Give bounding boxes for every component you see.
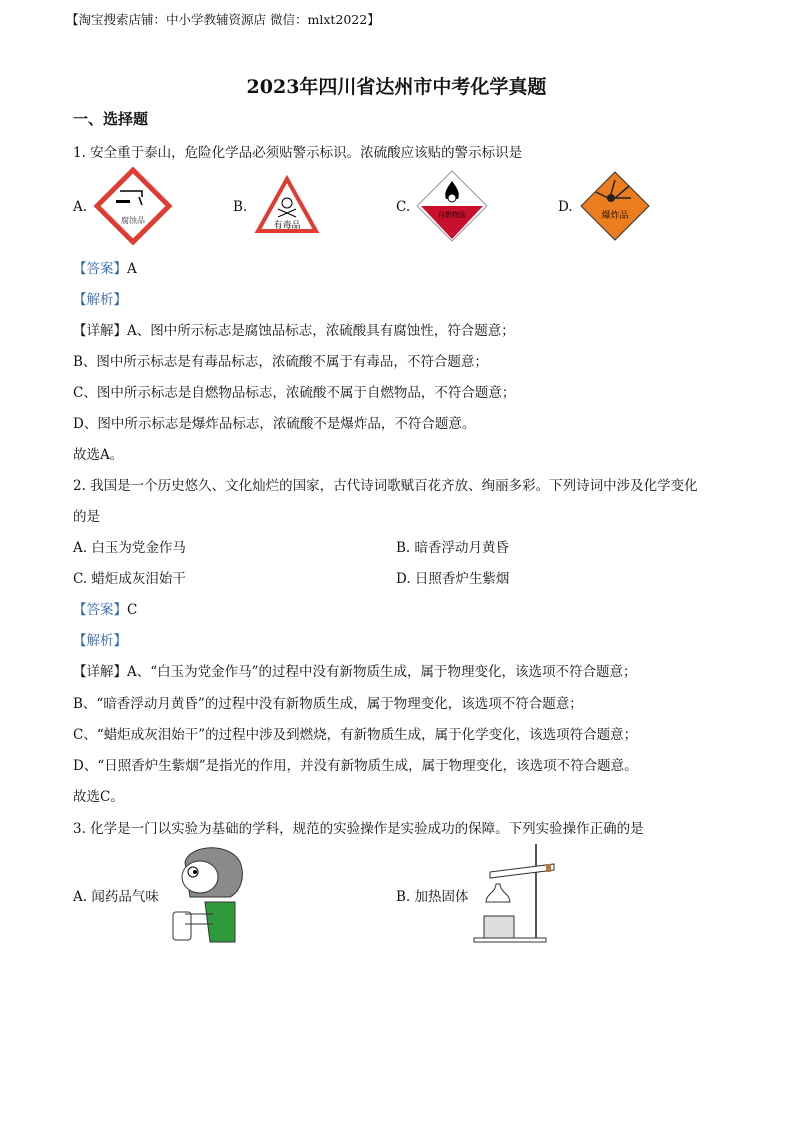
smelling-illustration: [165, 842, 245, 944]
q3-option-a: A. 闻药品气味: [73, 889, 159, 905]
spontaneous-combustion-sign: [415, 169, 489, 243]
q2-answer: C: [127, 602, 138, 618]
answer-tag: 【答案】: [73, 602, 127, 618]
q1-stem: 1. 安全重于泰山，危险化学品必须贴警示标识。浓硫酸应该贴的警示标识是: [73, 145, 523, 161]
q1-option-c: C.: [396, 199, 411, 215]
q2-detail-line: B、“暗香浮动月黄昏”的过程中没有新物质生成，属于物理变化，该选项不符合题意；: [73, 696, 583, 712]
q2-detail-line: C、“蜡炬成灰泪始干”的过程中涉及到燃烧，有新物质生成，属于化学变化，该选项符合题意；: [73, 727, 638, 743]
q1-option-d: D.: [558, 199, 573, 215]
q3-stem: 3. 化学是一门以实验为基础的学科，规范的实验操作是实验成功的保障。下列实验操作正确的是: [73, 821, 644, 837]
analysis-tag: 【解析】: [73, 633, 127, 649]
q2-stem: 2. 我国是一个历史悠久、文化灿烂的国家，古代诗词歌赋百花齐放、绚丽多彩。下列诗词中涉及化学变化: [73, 478, 698, 494]
q2-option-c: C. 蜡炬成灰泪始干: [73, 571, 186, 587]
svg-text:有毒品: 有毒品: [273, 221, 301, 231]
page-title: 2023年四川省达州市中考化学真题: [246, 76, 547, 98]
q1-detail-line: C、图中所示标志是自燃物品标志，浓硫酸不属于自燃物品，不符合题意；: [73, 385, 516, 401]
analysis-tag: 【解析】: [73, 292, 127, 308]
q1-option-b: B.: [233, 199, 248, 215]
q1-detail-line: B、图中所示标志是有毒品标志，浓硫酸不属于有毒品，不符合题意；: [73, 354, 488, 370]
q1-detail-line: D、图中所示标志是爆炸品标志，浓硫酸不是爆炸品，不符合题意。: [73, 416, 476, 432]
corrosive-sign: [94, 167, 172, 245]
q2-option-b: B. 暗香浮动月黄昏: [396, 540, 510, 556]
q2-option-d: D. 日照香炉生紫烟: [396, 571, 510, 587]
header-banner: 【淘宝搜索店铺：中小学教辅资源店 微信：mlxt2022】: [66, 12, 380, 27]
q1-detail-line: A、图中所示标志是腐蚀品标志，浓硫酸具有腐蚀性，符合题意；: [127, 323, 515, 339]
sign-text: 腐蚀品: [121, 216, 145, 225]
q1-answer: A: [127, 261, 137, 277]
detail-tag: 【详解】: [73, 664, 127, 680]
toxic-sign: [254, 175, 320, 235]
detail-tag: 【详解】: [73, 323, 127, 339]
explosive-sign: [578, 170, 652, 242]
q1-conclusion: 故选A。: [73, 447, 124, 463]
q1-option-a: A.: [73, 199, 88, 215]
q2-detail-line: D、“日照香炉生紫烟”是指光的作用，并没有新物质生成，属于物理变化，该选项不符合题意。: [73, 758, 638, 774]
heating-apparatus-illustration: [472, 842, 556, 944]
q2-option-a: A. 白玉为党金作马: [73, 540, 186, 556]
q2-stem-cont: 的是: [73, 509, 100, 525]
svg-text:自燃物品: 自燃物品: [438, 211, 466, 219]
q3-option-b: B. 加热固体: [396, 889, 469, 905]
q2-conclusion: 故选C。: [73, 789, 124, 805]
section-heading: 一、选择题: [73, 110, 149, 128]
answer-tag: 【答案】: [73, 261, 127, 277]
svg-text:爆炸品: 爆炸品: [601, 211, 629, 221]
q2-detail-line: A、“白玉为党金作马”的过程中没有新物质生成，属于物理变化，该选项不符合题意；: [127, 664, 637, 680]
